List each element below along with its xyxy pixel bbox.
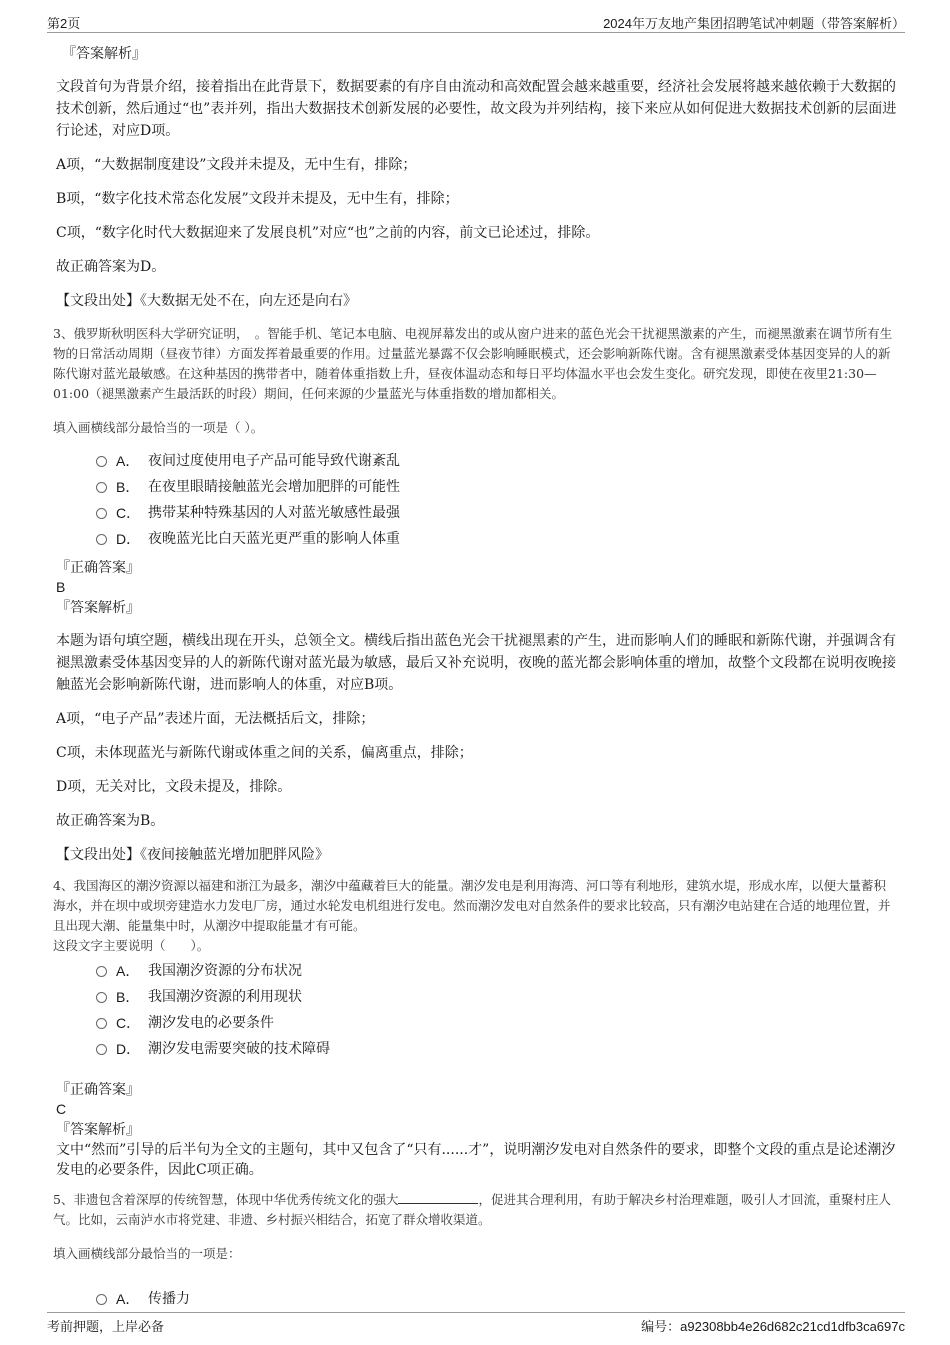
option-d-note: D项，无关对比，文段未提及，排除。 bbox=[56, 779, 292, 795]
source-note: 【文段出处】《夜间接触蓝光增加肥胖风险》 bbox=[56, 847, 329, 863]
question-4-options bbox=[56, 958, 898, 1062]
correct-answer-label: 『正确答案』 bbox=[56, 560, 140, 576]
radio-icon[interactable] bbox=[96, 508, 107, 519]
question-3-options bbox=[56, 448, 898, 552]
conclusion: 故正确答案为B。 bbox=[56, 813, 165, 829]
question-3-stem: 3、俄罗斯秋明医科大学研究证明， 。智能手机、笔记本电脑、电视屏幕发出的或从窗户进来的蓝色光会干扰褪黑激素的产生，而褪黑激素在调节所有生物的日常活动周期（昼夜节律）方面发挥着最重要的作用。过量蓝光暴露不仅会影响睡眠模式，还会影响新陈代谢。含有褪黑激素受体基因变异的人的新陈代谢对蓝光最敏感。在这种基因的携带者中，随着体重指数上升，昼夜体温动态和每日平均体温水平也会发生变化。研究发现，即使在夜里21:30—01:00（褪黑激素产生最活跃的时段）期间，任何来源的少量蓝光与体重指数的增加都相关。 bbox=[53, 326, 893, 401]
radio-icon[interactable] bbox=[96, 966, 107, 977]
option-c[interactable]: C． 携带某种特殊基因的人对蓝光敏感性最强 bbox=[96, 500, 898, 526]
analysis-text: 文段首句为背景介绍，接着指出在此背景下，数据要素的有序自由流动和高效配置会越来越重要，经济社会发展将越来越依赖于大数据的技术创新，然后通过“也”表并列，指出大数据技术创新发展的必要性，故文段为并列结构，接下来应从如何促进大数据技术创新的层面进行论述，对应D项。 bbox=[56, 79, 897, 139]
analysis-text: 文中“然而”引导的后半句为全文的主题句，其中又包含了“只有......才”，说明潮汐发电对自然条件的要求，即整个文段的重点是论述潮汐发电的必要条件，因此C项正确。 bbox=[56, 1142, 896, 1178]
question-5-prompt: 填入画横线部分最恰当的一项是： bbox=[53, 1246, 241, 1261]
correct-answer: C bbox=[56, 1101, 67, 1117]
option-b-note: B项，“数字化技术常态化发展”文段并未提及，无中生有，排除； bbox=[56, 191, 459, 207]
option-a[interactable]: A． 传播力 bbox=[96, 1286, 898, 1312]
radio-icon[interactable] bbox=[96, 456, 107, 467]
correct-answer: B bbox=[56, 579, 66, 595]
radio-icon[interactable] bbox=[96, 534, 107, 545]
analysis-label: 『答案解析』 bbox=[62, 46, 146, 62]
option-c[interactable]: C． 潮汐发电的必要条件 bbox=[96, 1010, 898, 1036]
radio-icon[interactable] bbox=[96, 1018, 107, 1029]
option-a-note: A项，“电子产品”表述片面，无法概括后文，排除； bbox=[56, 711, 375, 727]
radio-icon[interactable] bbox=[96, 1294, 107, 1305]
footer-slogan: 考前押题，上岸必备 bbox=[47, 1319, 165, 1334]
question-5-stem: 5、非遗包含着深厚的传统智慧，体现中华优秀传统文化的强大 ，促进其合理利用，有助于解决乡村治理难题，吸引人才回流，重聚村庄人气。比如，云南泸水市将党建、非遗、乡村振兴相结合，拓宽了群众增收渠道。 bbox=[53, 1192, 891, 1227]
option-d[interactable]: D． 夜晚蓝光比白天蓝光更严重的影响人体重 bbox=[96, 526, 898, 552]
option-a[interactable]: A． 夜间过度使用电子产品可能导致代谢紊乱 bbox=[96, 448, 898, 474]
option-d[interactable]: D． 潮汐发电需要突破的技术障碍 bbox=[96, 1036, 898, 1062]
analysis-label: 『答案解析』 bbox=[56, 600, 140, 616]
question-4-prompt: 这段文字主要说明（ ）。 bbox=[53, 938, 210, 953]
option-a-note: A项，“大数据制度建设”文段并未提及，无中生有，排除； bbox=[56, 157, 417, 173]
question-4-stem: 4、我国海区的潮汐资源以福建和浙江为最多，潮汐中蕴藏着巨大的能量。潮汐发电是利用海湾、河口等有利地形，建筑水堤，形成水库，以便大量蓄积海水，并在坝中或坝旁建造水力发电厂房，通过水轮发电机组进行发电。然而潮汐发电对自然条件的要求比较高，只有潮汐电站建在合适的地理位置，并且出现大潮、能量集中时，从潮汐中提取能量才有可能。 bbox=[53, 878, 891, 933]
page-number: 第2页 bbox=[47, 16, 81, 31]
option-c-note: C项，未体现蓝光与新陈代谢或体重之间的关系，偏离重点，排除； bbox=[56, 745, 473, 761]
question-5-options bbox=[56, 1286, 898, 1312]
page-header bbox=[47, 10, 905, 33]
document-title: 2024年万友地产集团招聘笔试冲刺题（带答案解析） bbox=[603, 16, 905, 31]
option-b[interactable]: B． 我国潮汐资源的利用现状 bbox=[96, 984, 898, 1010]
radio-icon[interactable] bbox=[96, 1044, 107, 1055]
answer-blank bbox=[398, 1191, 478, 1204]
analysis-label: 『答案解析』 bbox=[56, 1122, 140, 1138]
option-a[interactable]: A． 我国潮汐资源的分布状况 bbox=[96, 958, 898, 984]
document-id: 编号：a92308bb4e26d682c21cd1dfb3ca697c bbox=[641, 1319, 905, 1334]
option-c-note: C项，“数字化时代大数据迎来了发展良机”对应“也”之前的内容，前文已论述过，排除。 bbox=[56, 225, 600, 241]
source-note: 【文段出处】《大数据无处不在，向左还是向右》 bbox=[56, 293, 357, 309]
option-b[interactable]: B． 在夜里眼睛接触蓝光会增加肥胖的可能性 bbox=[96, 474, 898, 500]
conclusion: 故正确答案为D。 bbox=[56, 259, 166, 275]
question-3-prompt: 填入画横线部分最恰当的一项是（ ）。 bbox=[53, 420, 264, 435]
page-footer bbox=[47, 1312, 905, 1335]
page-content bbox=[53, 44, 898, 1312]
radio-icon[interactable] bbox=[96, 992, 107, 1003]
correct-answer-label: 『正确答案』 bbox=[56, 1082, 140, 1098]
radio-icon[interactable] bbox=[96, 482, 107, 493]
analysis-text: 本题为语句填空题，横线出现在开头，总领全文。横线后指出蓝色光会干扰褪黑素的产生，进而影响人们的睡眠和新陈代谢，并强调含有褪黑激素受体基因变异的人的新陈代谢对蓝光最为敏感，最后又补充说明，夜晚的蓝光都会影响体重的增加，故整个文段都在说明夜晚接触蓝光会影响新陈代谢，进而影响人的体重，对应B项。 bbox=[56, 633, 896, 693]
